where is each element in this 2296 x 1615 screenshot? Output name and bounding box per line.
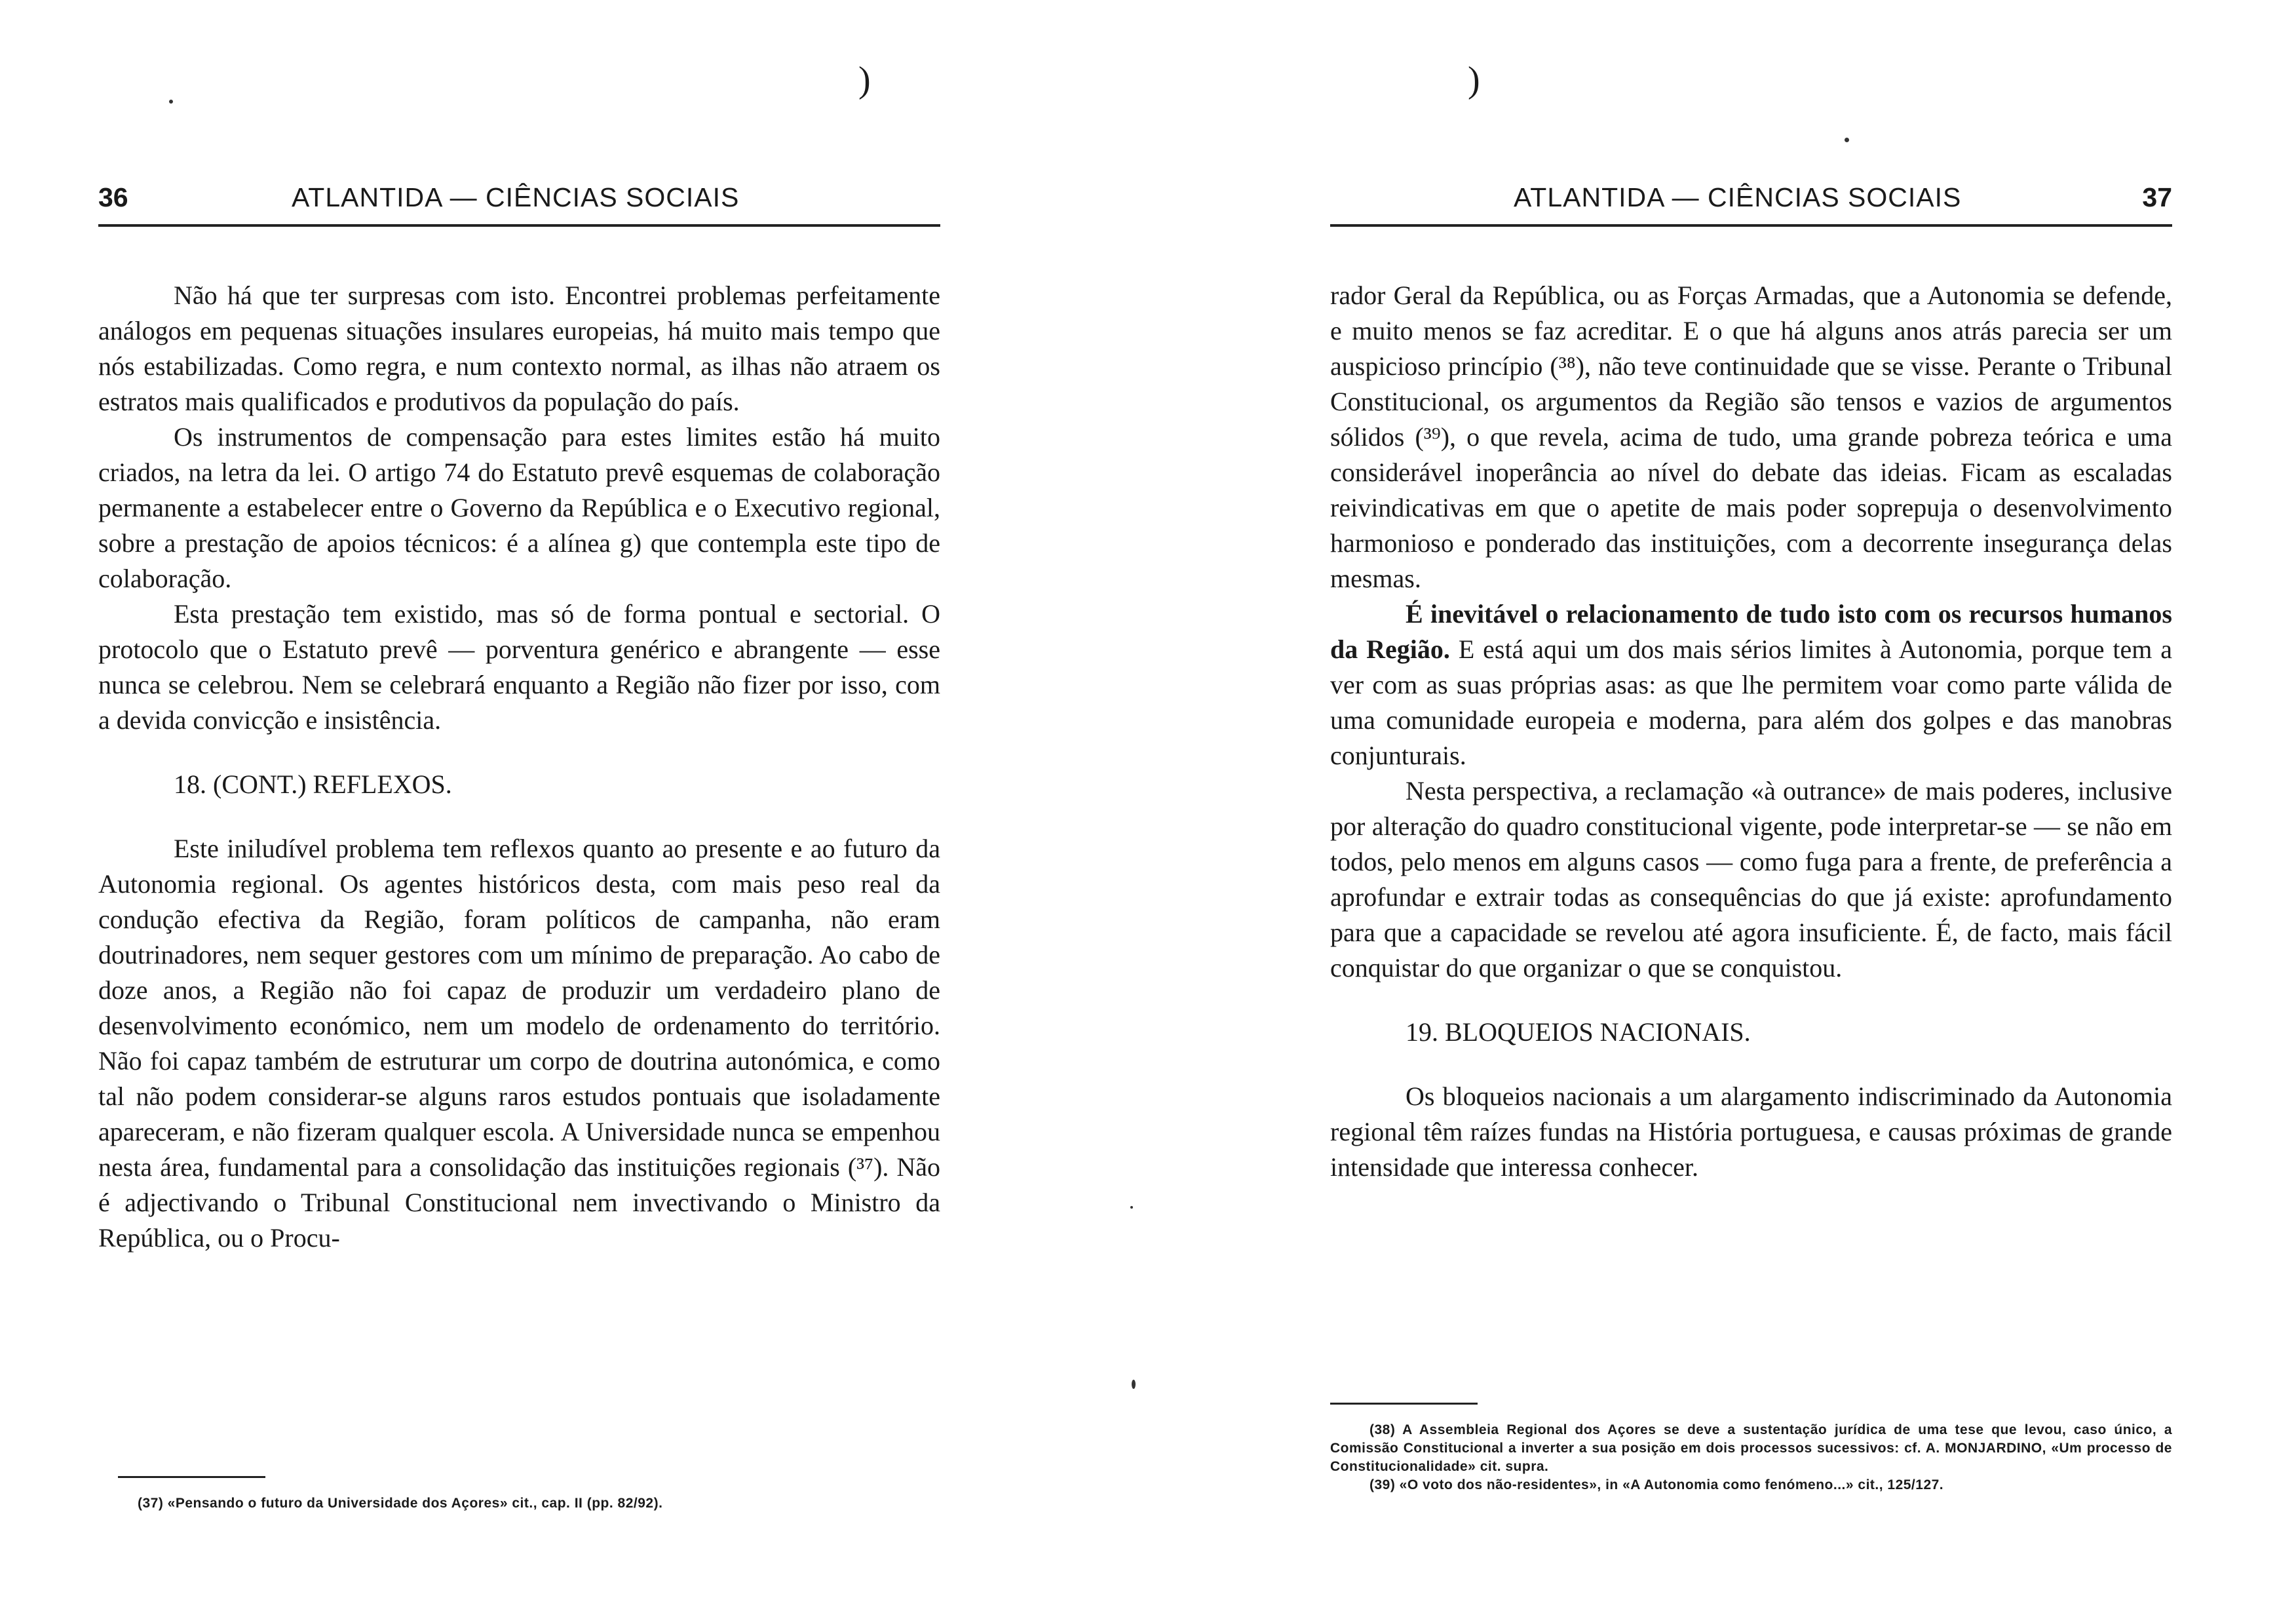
scan-speck [1845, 138, 1849, 142]
left-page [98, 0, 940, 1615]
paragraph: Esta prestação tem existido, mas só de forma pontual e sectorial. O protocolo que o Estatuto prevê — porventura genérico e abrangente — esse nunca se celebrou. Nem se celebrará enquanto a Região não fizer por isso, com a devida convicção e insistência. [98, 599, 940, 735]
footnote-rule [1330, 1403, 1478, 1405]
page-body [1330, 278, 2172, 1185]
paragraph: Este iniludível problema tem reflexos quanto ao presente e ao futuro da Autonomia regional. Os agentes históricos desta, com mais peso real da condução efectiva da Região, foram políticos de campanha, não eram doutrinadores, nem sequer gestores com um mínimo de preparação. Ao cabo de doze anos, a Região não foi capaz de produzir um verdadeiro plano de desenvolvimento económico, nem um modelo de ordenamento do território. Não foi capaz também de estruturar um corpo de doutrina autonómica, e como tal não podem considerar-se alguns raros estudos pontuais que isoladamente apareceram, e não fizeram qualquer escola. A Universidade nunca se empenhou nesta área, fundamental para a consolidação das instituições regionais (³⁷). Não é adjectivando o Tribunal Constitucional nem invectivando o Ministro da República, ou o Procu- [98, 834, 940, 1253]
paragraph: Os instrumentos de compensação para estes limites estão há muito criados, na letra da lei. O artigo 74 do Estatuto prevê esquemas de colaboração permanente a estabelecer entre o Governo da República e o Executivo regional, sobre a prestação de apoios técnicos: é a alínea g) que contempla este tipo de colaboração. [98, 422, 940, 593]
page-number: 36 [98, 182, 128, 212]
paragraph-text: E está aqui um dos mais sérios limites à Autonomia, porque tem a ver com as suas próprias asas: as que lhe permitem voar como parte válida de uma comunidade europeia e moderna, para além dos golpes e das manobras conjunturais. [1330, 634, 2173, 770]
page-header [98, 178, 940, 227]
paragraph: Não há que ter surpresas com isto. Encontrei problemas perfeitamente análogos em pequenas situações insulares europeias, há muito mais tempo que nós estabilizadas. Como regra, e num contexto normal, as ilhas não atraem os estratos mais qualificados e produtivos da população do país. [98, 281, 940, 416]
page-body [98, 278, 940, 1256]
footnote: (38) A Assembleia Regional dos Açores se deve a sustentação jurídica de uma tese que levou, caso único, a Comissão Constitucional a inverter a sua posição em dois processos sucessivos: cf. A. MONJARDINO, «Um processo de Constitucionalidade» cit. supra. [1330, 1422, 2172, 1474]
running-head: ATLANTIDA — CIÊNCIAS SOCIAIS [1514, 182, 1962, 212]
footnotes [98, 1494, 940, 1513]
bold-sentence: É inevitável o relacionamento de tudo isto com os recursos humanos da Região. [1330, 599, 2172, 664]
section-heading: 18. (CONT.) REFLEXOS. [174, 769, 452, 799]
page-header [1330, 178, 2172, 227]
paragraph: Os bloqueios nacionais a um alargamento indiscriminado da Autonomia regional têm raízes fundas na História portuguesa, e causas próximas de grande intensidade que interessa conhecer. [1330, 1081, 2172, 1182]
footnote: (39) «O voto dos não-residentes», in «A Autonomia como fenómeno...» cit., 125/127. [1369, 1477, 1944, 1492]
margin-mark: ) [858, 60, 871, 100]
footnote-rule [118, 1476, 265, 1478]
footnote: (37) «Pensando o futuro da Universidade dos Açores» cit., cap. II (pp. 82/92). [138, 1496, 663, 1511]
scan-speck [169, 100, 173, 104]
running-head: ATLANTIDA — CIÊNCIAS SOCIAIS [292, 182, 740, 212]
scan-speck [1132, 1380, 1136, 1389]
paragraph: rador Geral da República, ou as Forças Armadas, que a Autonomia se defende, e muito menos se faz acreditar. E o que há alguns anos atrás parecia ser um auspicioso princípio (³⁸), não teve continuidade que se visse. Perante o Tribunal Constitucional, os argumentos da Região são tensos e vazios de argumentos sólidos (³⁹), o que revela, acima de tudo, uma grande pobreza teórica e uma considerável inoperância ao nível do debate das ideias. Ficam as escaladas reivindicativas em que o apetite de mais poder soprepuja o desenvolvimento harmonioso e ponderado das instituições, com a decorrente insegurança delas mesmas. [1330, 281, 2172, 593]
paragraph [1330, 596, 2172, 773]
right-page [1330, 0, 2172, 1615]
section-heading: 19. BLOQUEIOS NACIONAIS. [1406, 1017, 1751, 1047]
margin-mark: ) [1468, 60, 1480, 100]
paragraph: Nesta perspectiva, a reclamação «à outrance» de mais poderes, inclusive por alteração do quadro constitucional vigente, pode interpretar-se — se não em todos, pelo menos em alguns casos — como fuga para a frente, de preferência a aprofundar e extrair todas as consequências do que já existe: aprofundamento para que a capacidade se revelou até agora insuficiente. É, de facto, mais fácil conquistar do que organizar o que se conquistou. [1330, 776, 2172, 983]
scan-speck [1130, 1206, 1133, 1209]
page-number: 37 [2142, 182, 2172, 212]
footnotes [1330, 1421, 2172, 1494]
